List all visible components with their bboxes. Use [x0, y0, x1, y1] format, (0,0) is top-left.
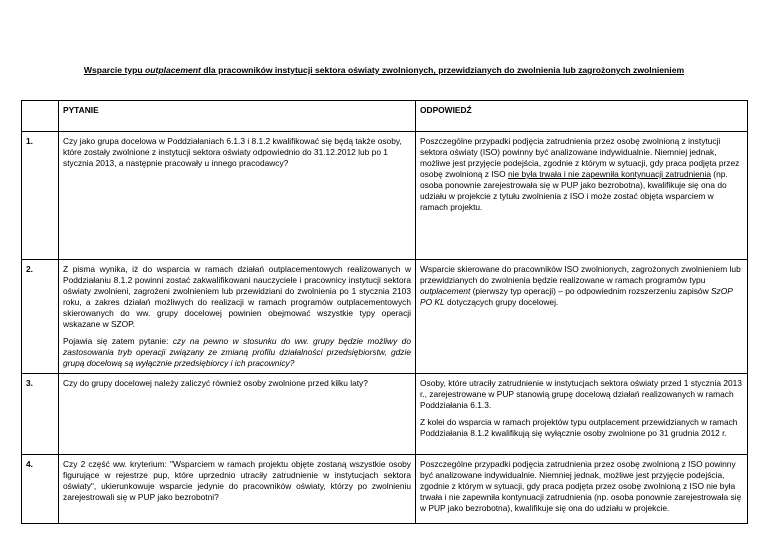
- question-cell: [59, 132, 416, 260]
- answer-part: dotyczących grupy docelowej.: [444, 297, 559, 307]
- answer-part: Poszczególne przypadki podjęcia zatrudnienia przez osobę zwolnioną z instytucji sektora oświaty (ISO) powinny być analizowane indywidualnie. Niemniej jednak, możliwe jest przyjęcie podejścia, zgodnie z którym w sytuacji, gdy praca podjęta przez osobę zwolnioną z ISO: [420, 136, 740, 179]
- question-text: Z pisma wynika, iż do wsparcia w ramach działań outplacementowych realizowanych w Poddziałaniu 8.1.2 powinni zostać zakwalifikowani nauczyciele i pracownicy instytucji sektora oświaty zwolnieni, zagrożeni zwolnieniem lub przewidziani do zwolnienia po 1 stycznia 2103 roku, a zakres działań możliwych do realizacji w ramach programów outplacementowych skierowanych do ww. grupy docelowej powinien obejmować wszystkie typy operacji wskazane w SZOP.: [63, 264, 411, 329]
- question-text: Czy 2 część ww. kryterium: "Wsparciem w ramach projektu objęte zostaną wszystkie osoby figurujące w rejestrze pup, które uprzednio utraciły zatrudnienie w instytucjach sektora oświaty", ukierunkowuje wsparcie jedynie do pracowników oświaty, którzy po zwolnieniu zarejestrowali się w PUP jako bezrobotni?: [63, 459, 411, 502]
- answer-text: Z kolei do wsparcia w ramach projektów typu outplacement przewidzianych w ramach Poddziałania 8.1.2 kwalifikują się wyłącznie osoby zwolnione po 31 grudnia 2012 r.: [420, 417, 738, 438]
- answer-text: Osoby, które utraciły zatrudnienie w instytucjach sektora oświaty przed 1 stycznia 2013 r., zarejestrowane w PUP stanowią grupę docelową działań realizowanych w ramach Poddziałania 6.1.3.: [420, 378, 742, 410]
- table-row: [22, 455, 748, 524]
- title-part: dla pracowników instytucji sektora oświaty zwolnionych, przewidzianych do zwolnienia lub zagrożonych zwolnieniem: [200, 65, 685, 75]
- qa-table: [21, 100, 748, 524]
- question-followup: [63, 336, 411, 369]
- question-text: Czy do grupy docelowej należy zaliczyć również osoby zwolnione przed kilku laty?: [63, 378, 368, 388]
- header-question: PYTANIE: [59, 101, 416, 132]
- answer-part: (pierwszy typ operacji) – po odpowiednim rozszerzeniu zapisów: [470, 286, 711, 296]
- table-row: [22, 260, 748, 374]
- answer-text: [420, 136, 743, 213]
- answer-emphasis: outplacement: [420, 286, 471, 296]
- answer-part: Wsparcie skierowane do pracowników ISO zwolnionych, zagrożonych zwolnieniem lub przewidzianych do zwolnienia będzie realizowane w ramach programów typu: [420, 264, 741, 285]
- title-part: Wsparcie typu: [83, 65, 145, 75]
- answer-text: Poszczególne przypadki podjęcia zatrudnienia przez osobę zwolnioną z ISO powinny być analizowane indywidualnie. Niemniej jednak, możliwe jest przyjęcie podejścia, zgodnie z którym w sytuacji, gdy praca podjęta przez osobę zwolnioną z ISO nie była trwała i nie zapewniła kontynuacji zatrudnienia (np. osoba ponownie zarejestrowała się w PUP jako bezrobotna), kwalifikuje się ona do udziału w projekcie.: [420, 459, 742, 513]
- row-number: 2.: [22, 260, 59, 374]
- question-cell: [59, 260, 416, 374]
- answer-emphasis: SzOP PO KL: [420, 286, 733, 307]
- answer-cell: [416, 260, 748, 374]
- document-title: [0, 65, 768, 75]
- table-header-row: [22, 101, 748, 132]
- question-cell: [59, 455, 416, 524]
- answer-text: [420, 264, 743, 308]
- answer-part: (np. osoba ponownie zarejestrowała się w PUP jako bezrobotna), kwalifikuje się ona do udziału w projekcie z tytułu zwolnienia z ISO i może zostać objęta wsparciem w ramach projektu.: [420, 169, 728, 212]
- header-num-cell: [22, 101, 59, 132]
- answer-underlined: nie była trwała i nie zapewniła kontynuacji zatrudnienia: [508, 169, 711, 179]
- answer-cell: [416, 455, 748, 524]
- question-cell: [59, 374, 416, 455]
- table-row: [22, 132, 748, 260]
- question-part: Pojawia się zatem pytanie:: [63, 336, 173, 346]
- row-number: 1.: [22, 132, 59, 260]
- answer-cell: [416, 374, 748, 455]
- row-number: 3.: [22, 374, 59, 455]
- title-emphasis: outplacement: [145, 65, 201, 75]
- answer-cell: [416, 132, 748, 260]
- table-row: [22, 374, 748, 455]
- question-text: Czy jako grupa docelowa w Poddziałaniach 6.1.3 i 8.1.2 kwalifikować się będą także osoby, które zostały zwolnione z instytucji sektora oświaty odpowiednio do 31.12.2012 lub po 1 stycznia 2013, a następnie pracowały u innego pracodawcy?: [63, 136, 402, 168]
- question-emphasis: czy na pewno w stosunku do ww. grupy będzie możliwy do zastosowania tryb operacji związany ze zmianą profilu działalności przedsiębiorstw, gdzie grupą docelową są wyłącznie przedsiębiorcy i ich pracownicy?: [63, 336, 411, 368]
- header-answer: ODPOWIEDŹ: [416, 101, 748, 132]
- row-number: 4.: [22, 455, 59, 524]
